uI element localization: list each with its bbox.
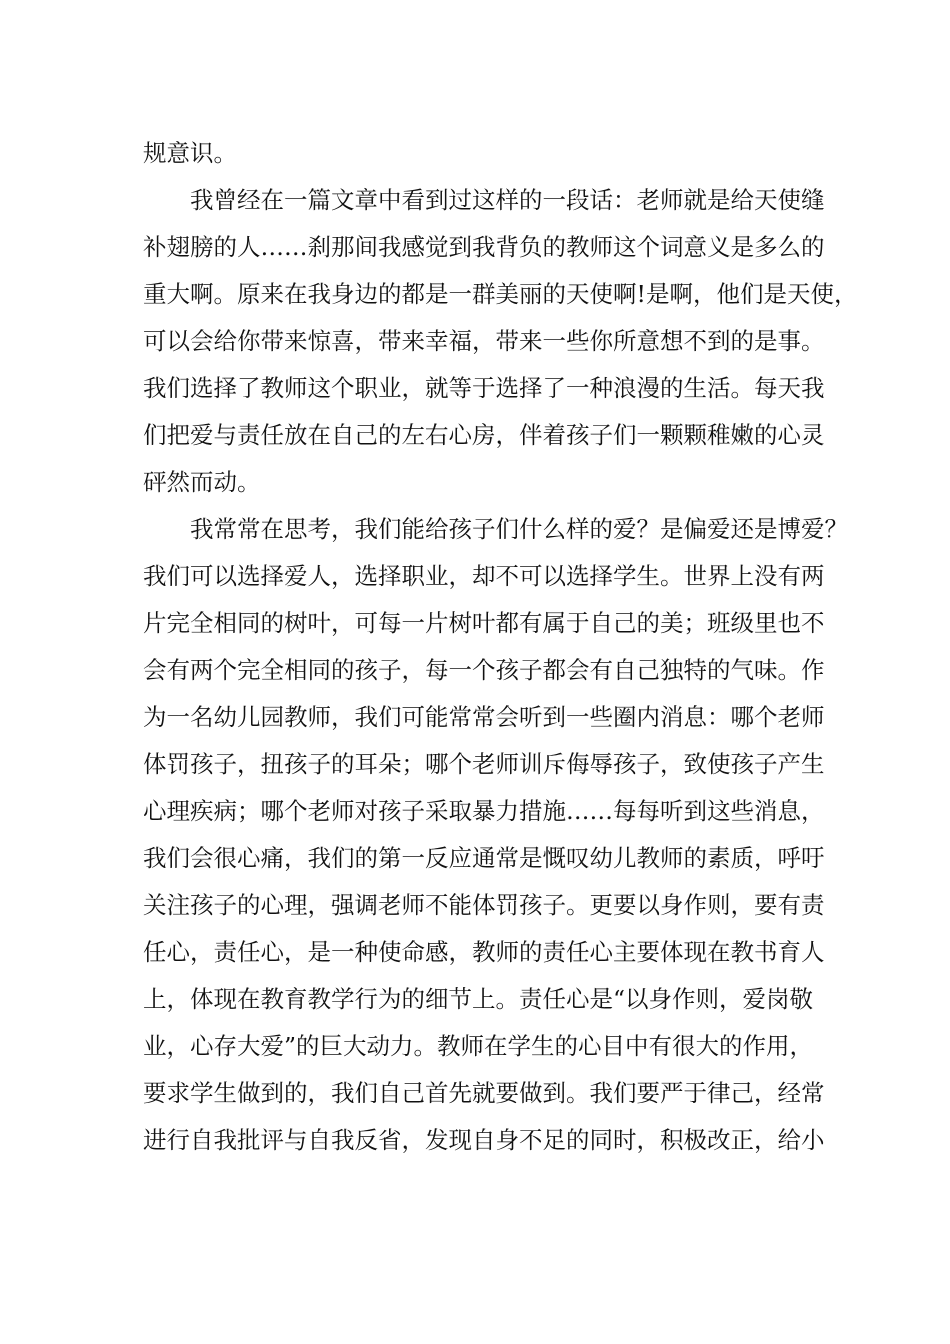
text-line: 体罚孩子，扭孩子的耳朵；哪个老师训斥侮辱孩子，致使孩子产生 (143, 750, 825, 778)
text-line: 砰然而动。 (143, 468, 261, 496)
text-line: 我们可以选择爱人，选择职业，却不可以选择学生。世界上没有两 (143, 562, 825, 590)
text-line: 为一名幼儿园教师，我们可能常常会听到一些圈内消息：哪个老师 (143, 703, 825, 731)
text-line: 我们会很心痛，我们的第一反应通常是慨叹幼儿教师的素质，呼吁 (143, 844, 825, 872)
text-line: 心理疾病；哪个老师对孩子采取暴力措施……每每听到这些消息， (143, 797, 825, 825)
text-line: 可以会给你带来惊喜，带来幸福，带来一些你所意想不到的是事。 (143, 327, 825, 355)
text-line: 们把爱与责任放在自己的左右心房，伴着孩子们一颗颗稚嫩的心灵 (143, 421, 825, 449)
text-line: 补翅膀的人……刹那间我感觉到我背负的教师这个词意义是多么的 (143, 233, 825, 261)
paragraph-start-line: 我曾经在一篇文章中看到过这样的一段话：老师就是给天使缝 (190, 186, 825, 214)
text-line: 会有两个完全相同的孩子，每一个孩子都会有自己独特的气味。作 (143, 656, 825, 684)
text-line: 上，体现在教育教学行为的细节上。责任心是“以身作则，爱岗敬 (143, 985, 814, 1013)
text-line: 要求学生做到的，我们自己首先就要做到。我们要严于律己，经常 (143, 1079, 825, 1107)
text-line: 我们选择了教师这个职业，就等于选择了一种浪漫的生活。每天我 (143, 374, 825, 402)
text-line: 重大啊。原来在我身边的都是一群美丽的天使啊!是啊，他们是天使， (143, 280, 858, 308)
body-text (143, 130, 858, 1164)
text-line: 任心，责任心，是一种使命感，教师的责任心主要体现在教书育人 (143, 938, 825, 966)
paragraph-start-line: 我常常在思考，我们能给孩子们什么样的爱？是偏爱还是博爱？ (190, 515, 848, 543)
text-line: 片完全相同的树叶，可每一片树叶都有属于自己的美；班级里也不 (143, 609, 825, 637)
text-line: 关注孩子的心理，强调老师不能体罚孩子。更要以身作则，要有责 (143, 891, 825, 919)
text-line: 业，心存大爱”的巨大动力。教师在学生的心目中有很大的作用， (143, 1032, 814, 1060)
text-line: 规意识。 (143, 139, 237, 167)
text-line: 进行自我批评与自我反省，发现自身不足的同时，积极改正，给小 (143, 1126, 825, 1154)
